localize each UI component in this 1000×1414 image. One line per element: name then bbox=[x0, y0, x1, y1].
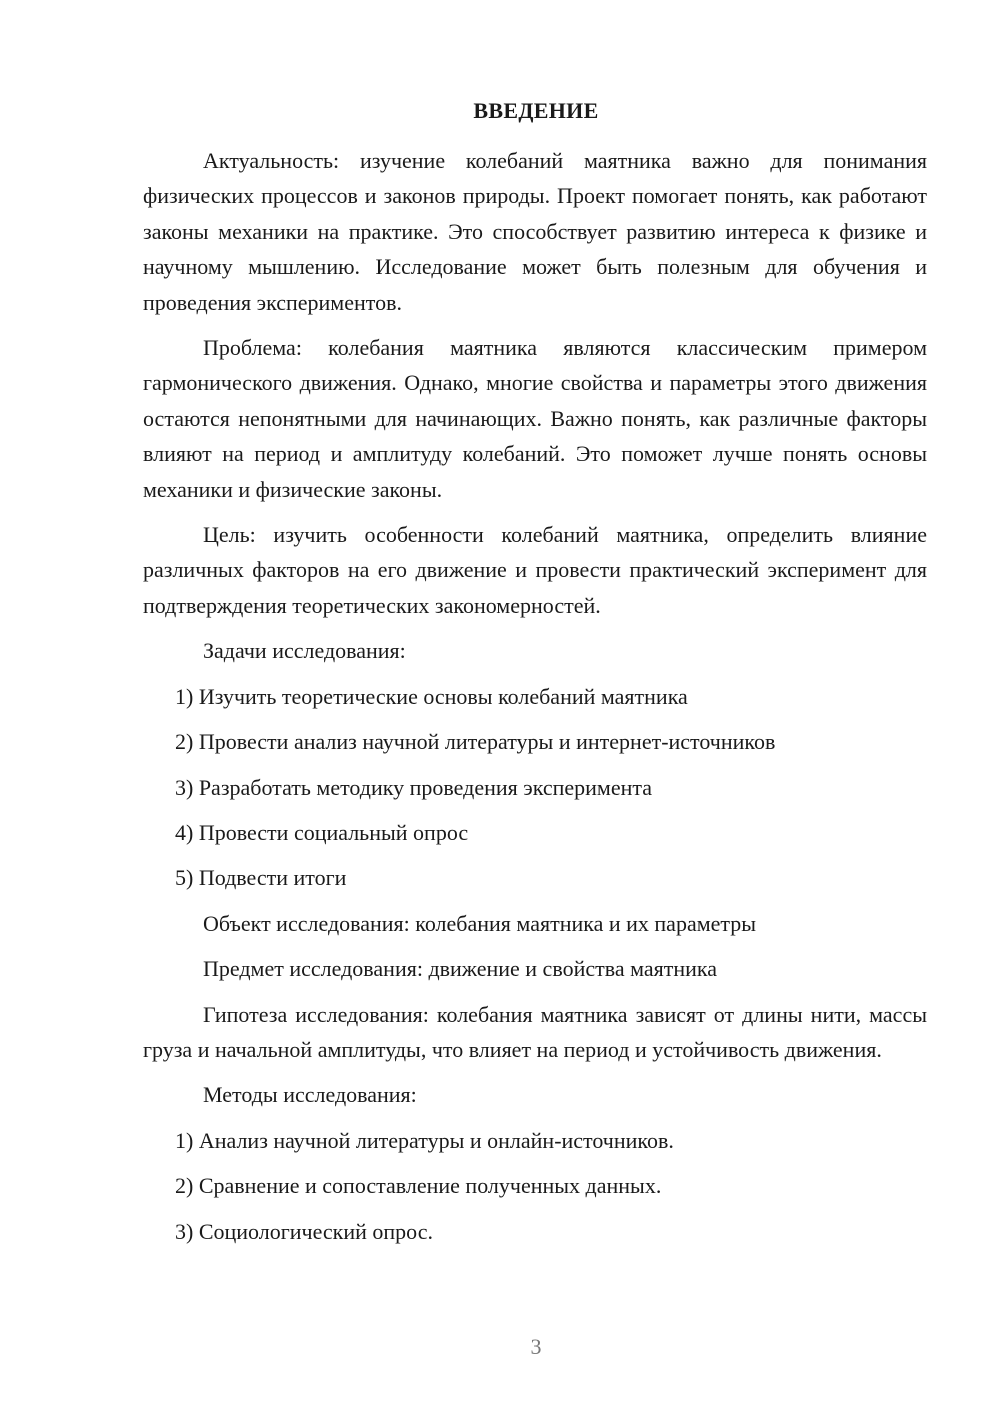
relevance-paragraph: Актуальность: изучение колебаний маятника важно для понимания физических процессов и законов природы. Проект помогает понять, как работают законы механики на практике. Это способствует развитию интереса к физике и научному мышлению. Исследование может быть полезным для обучения и проведения экспериментов. bbox=[143, 148, 927, 315]
section-body bbox=[143, 143, 927, 1249]
problem-paragraph: Проблема: колебания маятника являются классическим примером гармонического движения. Однако, многие свойства и параметры этого движения остаются непонятными для начинающих. Важно понять, как различные факторы влияют на период и амплитуду колебаний. Это поможет лучше понять основы механики и физические законы. bbox=[143, 335, 927, 502]
page-number: 3 bbox=[530, 1334, 542, 1359]
list-item: 3) Разработать методику проведения эксперимента bbox=[175, 774, 653, 800]
section-heading: ВВЕДЕНИЕ bbox=[473, 98, 599, 123]
list-item: 1) Изучить теоретические основы колебаний маятника bbox=[175, 683, 688, 709]
list-item: 1) Анализ научной литературы и онлайн-источников. bbox=[175, 1127, 674, 1153]
tasks-list bbox=[143, 679, 927, 896]
object-line: Объект исследования: колебания маятника и их параметры bbox=[203, 910, 757, 936]
list-item: 2) Сравнение и сопоставление полученных данных. bbox=[175, 1173, 662, 1199]
methods-list bbox=[143, 1123, 927, 1249]
list-item: 2) Провести анализ научной литературы и интернет-источников bbox=[175, 729, 776, 755]
subject-line: Предмет исследования: движение и свойства маятника bbox=[203, 956, 718, 982]
list-item: 5) Подвести итоги bbox=[175, 865, 347, 891]
list-item: 4) Провести социальный опрос bbox=[175, 819, 469, 845]
tasks-title: Задачи исследования: bbox=[203, 638, 406, 664]
list-item: 3) Социологический опрос. bbox=[175, 1218, 433, 1244]
methods-title: Методы исследования: bbox=[203, 1082, 417, 1108]
goal-paragraph: Цель: изучить особенности колебаний маятника, определить влияние различных факторов на его движение и провести практический эксперимент для подтверждения теоретических закономерностей. bbox=[143, 522, 927, 618]
hypothesis-paragraph: Гипотеза исследования: колебания маятника зависят от длины нити, массы груза и начальной амплитуды, что влияет на период и устойчивость движения. bbox=[143, 1001, 927, 1062]
